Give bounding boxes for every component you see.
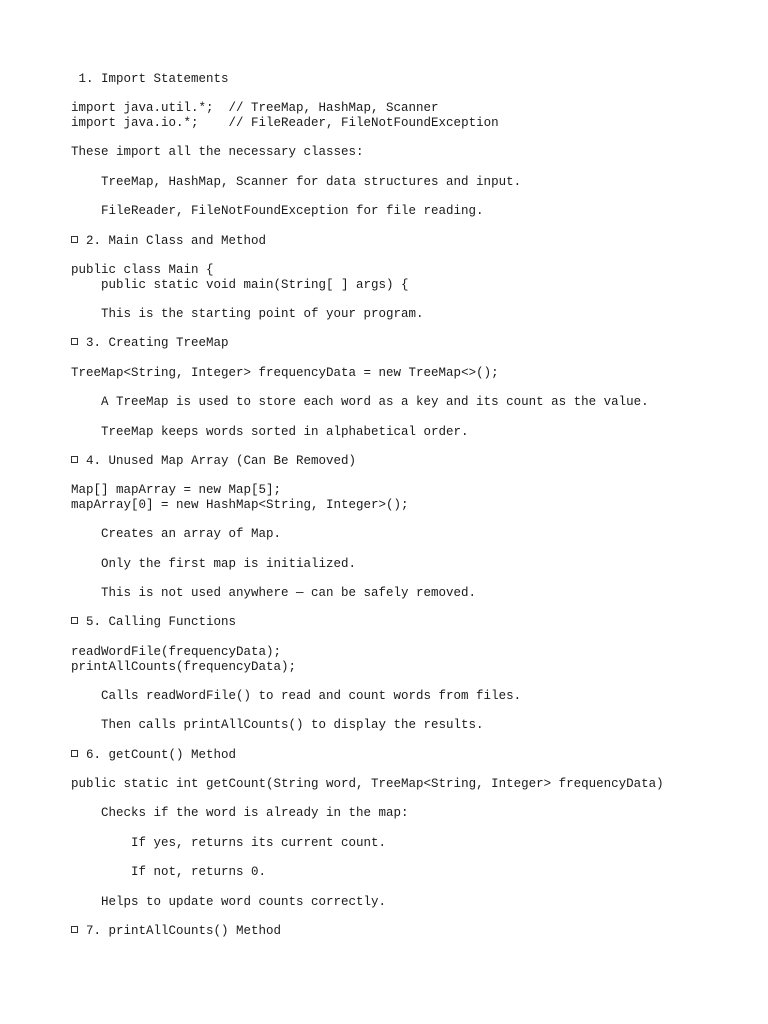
section-heading: 3. Creating TreeMap [86,336,229,351]
square-bullet-icon [71,236,78,243]
bullet-text: A TreeMap is used to store each word as a key and its count as the value. [101,395,649,410]
square-bullet-icon [71,750,78,757]
section-heading-row [71,234,751,249]
code-line: import java.util.*; // TreeMap, HashMap, Scanner [71,101,439,116]
code-line: Map[] mapArray = new Map[5]; [71,483,282,498]
section-heading-row [71,336,751,351]
paragraph: These import all the necessary classes: [71,145,364,160]
square-bullet-icon [71,926,78,933]
square-bullet-icon [71,617,78,624]
bullet-text: Helps to update word counts correctly. [101,894,387,909]
bullet-text: Then calls printAllCounts() to display the results. [101,718,484,733]
sub-bullet-text: If yes, returns its current count. [131,835,387,850]
bullet-text: Checks if the word is already in the map: [101,806,409,821]
section-heading: 5. Calling Functions [86,615,237,630]
code-line: import java.io.*; // FileReader, FileNotFoundException [71,116,499,131]
square-bullet-icon [71,456,78,463]
section-heading-row [71,615,751,630]
code-line: TreeMap<String, Integer> frequencyData = new TreeMap<>(); [71,365,499,380]
section-heading-row [71,454,751,469]
section-heading: 1. Import Statements [71,72,229,86]
bullet-text: This is not used anywhere — can be safely removed. [101,586,477,601]
bullet-text: Calls readWordFile() to read and count words from files. [101,688,522,703]
bullet-text: TreeMap, HashMap, Scanner for data structures and input. [101,174,522,189]
bullet-text: Creates an array of Map. [101,527,282,542]
section-heading: 2. Main Class and Method [86,233,267,248]
section-heading-row [71,924,751,939]
square-bullet-icon [71,338,78,345]
document-body [71,72,751,939]
section-heading: 4. Unused Map Array (Can Be Removed) [86,453,357,468]
bullet-text: TreeMap keeps words sorted in alphabetical order. [101,424,469,439]
bullet-text: FileReader, FileNotFoundException for file reading. [101,204,484,219]
section-heading: 6. getCount() Method [86,747,237,762]
bullet-text: This is the starting point of your program. [101,307,424,321]
code-line: mapArray[0] = new HashMap<String, Integer>(); [71,497,409,512]
section-heading-row [71,748,751,763]
code-line: public static int getCount(String word, TreeMap<String, Integer> frequencyData) [71,777,664,791]
code-line: printAllCounts(frequencyData); [71,659,297,674]
section-heading: 7. printAllCounts() Method [86,923,282,938]
code-line: readWordFile(frequencyData); [71,644,282,659]
bullet-text: Only the first map is initialized. [101,556,357,571]
code-line: public class Main { [71,262,214,277]
sub-bullet-text: If not, returns 0. [131,865,267,880]
code-line: public static void main(String[ ] args) { [71,277,409,292]
